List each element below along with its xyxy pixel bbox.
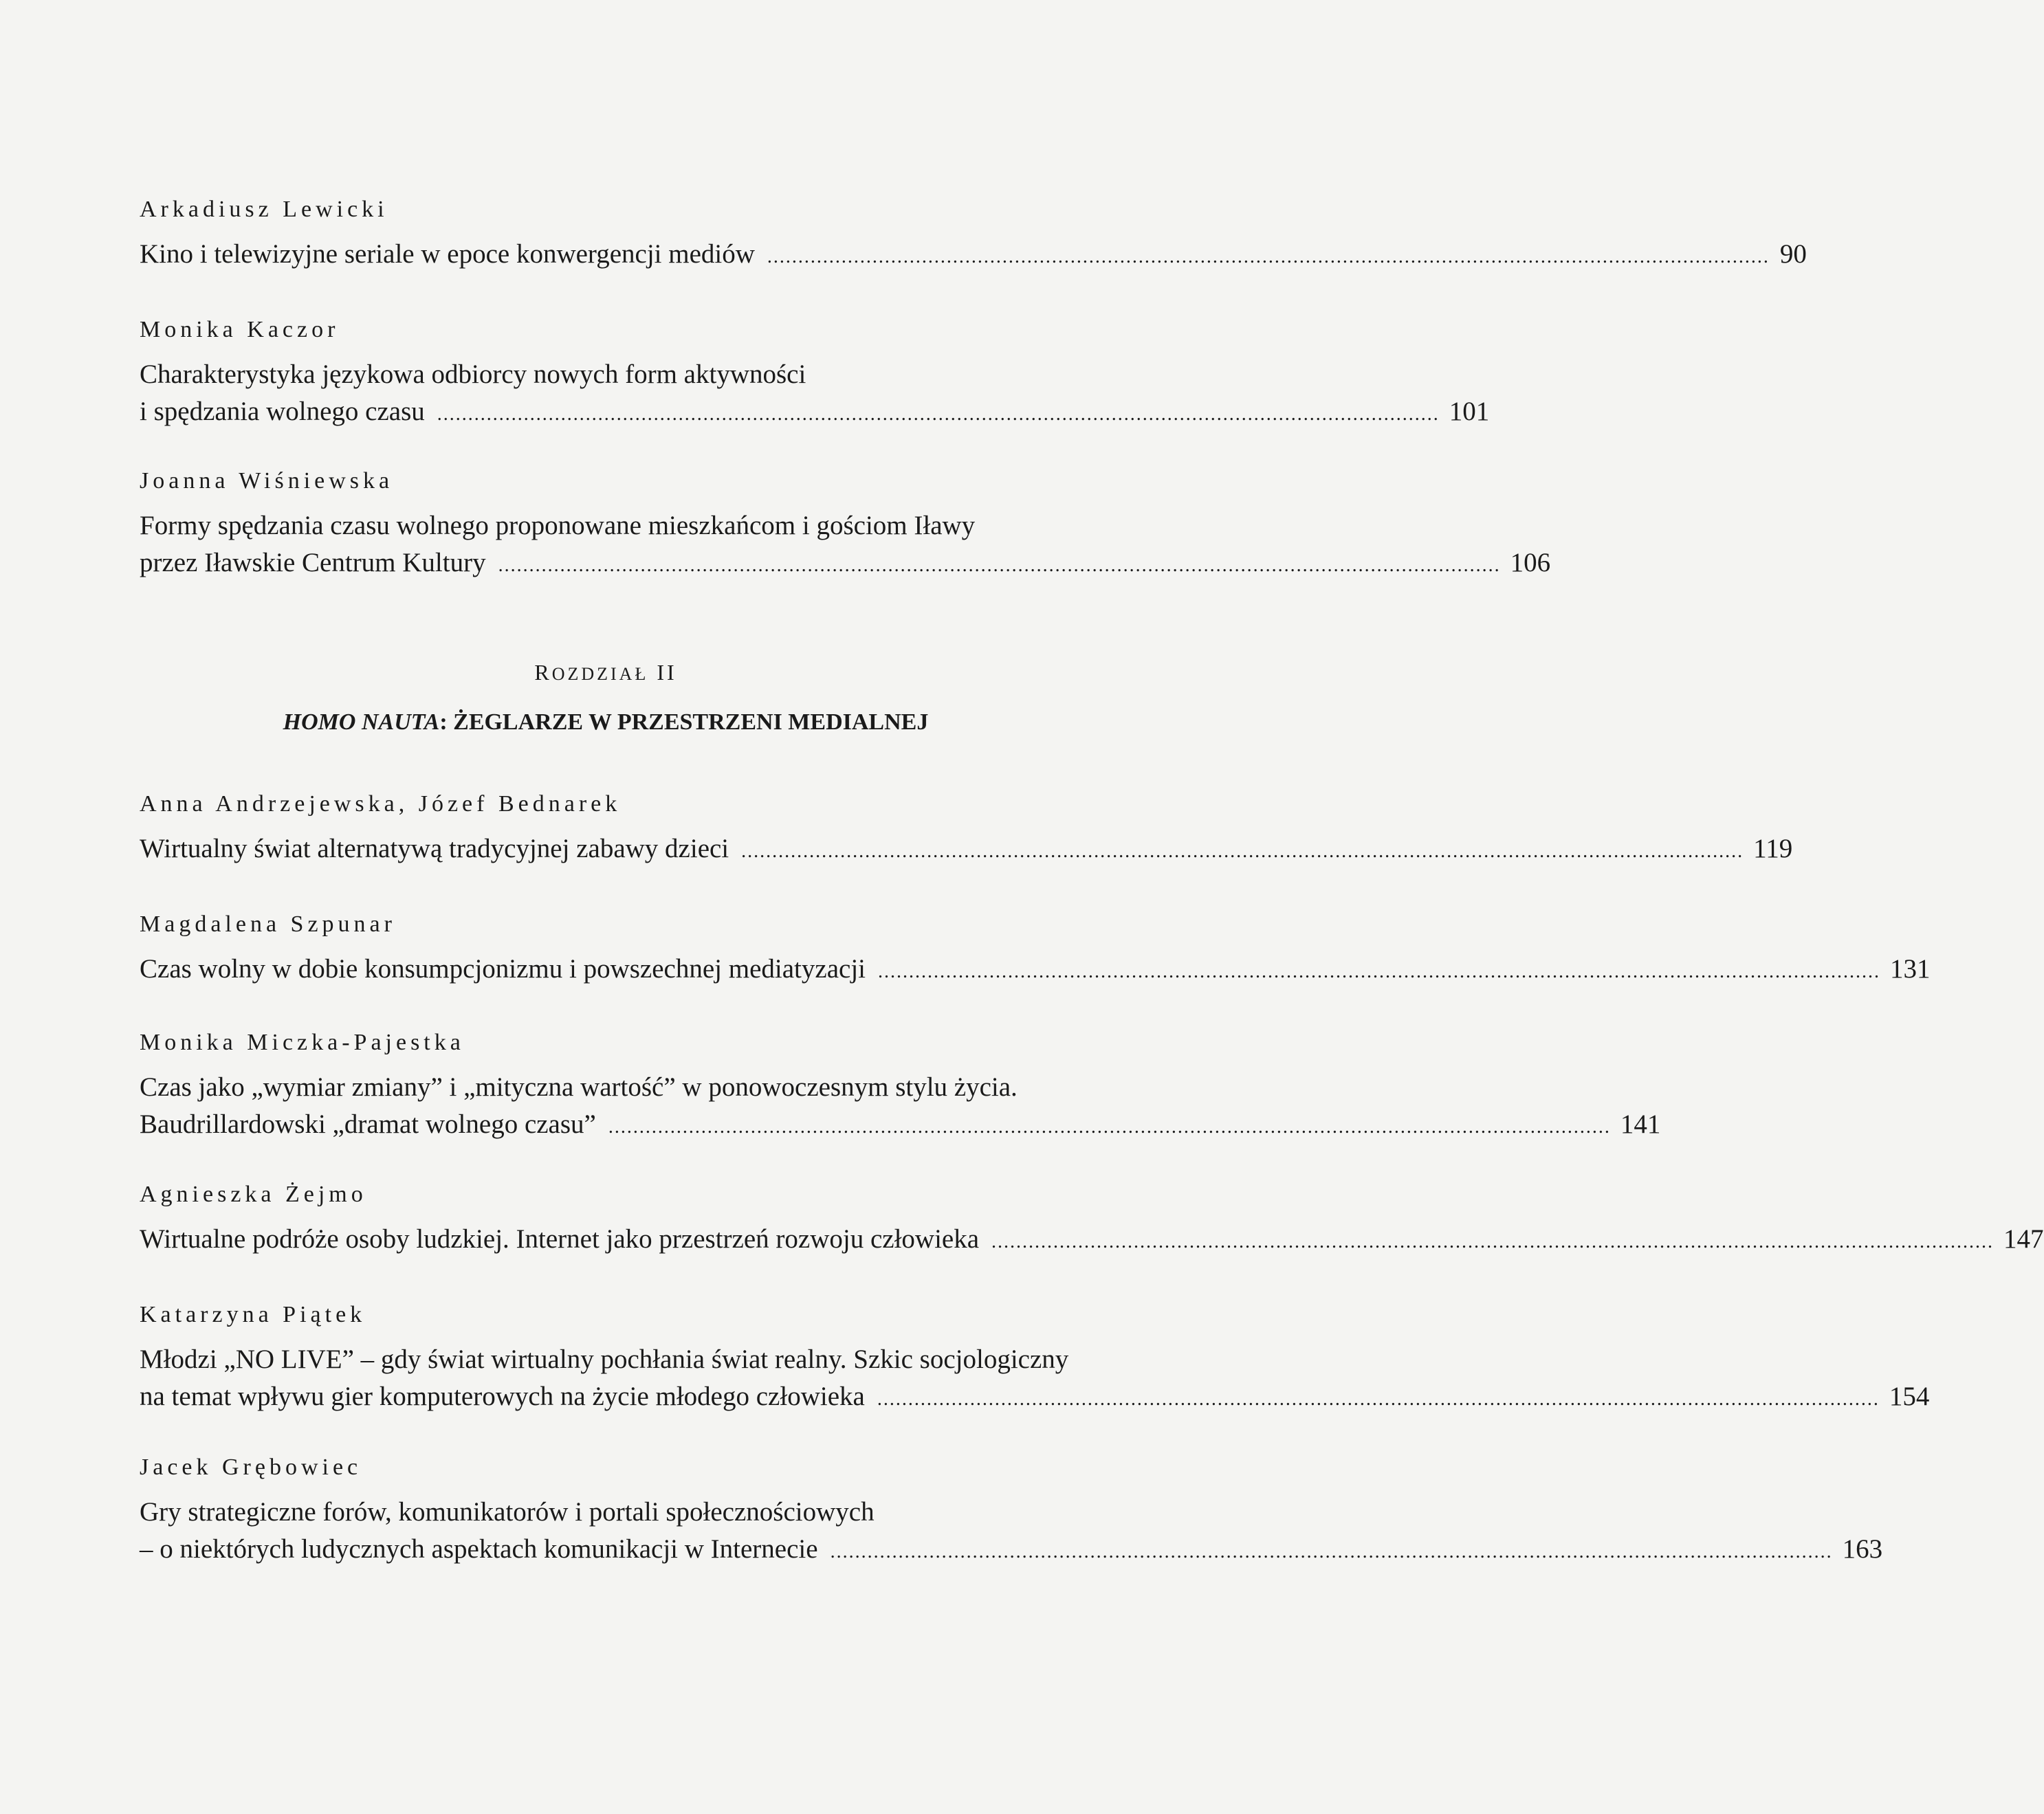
entry-title-line <box>140 544 1551 584</box>
chapter-title-rest: : ŻEGLARZE W PRZESTRZENI MEDIALNEJ <box>439 709 929 735</box>
entry-title-line <box>140 1221 2044 1261</box>
dot-leader: .................................................................................................................................................................. <box>878 961 1880 982</box>
entry-page-number: 119 <box>1753 834 1793 863</box>
toc-entry <box>140 467 1551 584</box>
entry-title-continued: – o niektórych ludycznych aspektach komunikacji w Internecie <box>140 1534 818 1564</box>
entry-author: Magdalena Szpunar <box>140 911 396 937</box>
entry-author: Arkadiusz Lewicki <box>140 197 388 222</box>
entry-title: Gry strategiczne forów, komunikatorów i portali społecznościowych <box>140 1497 875 1527</box>
toc-entry <box>140 911 1931 991</box>
entry-title-continued: Baudrillardowski „dramat wolnego czasu” <box>140 1109 596 1139</box>
entry-title-continued: przez Iławskie Centrum Kultury <box>140 548 486 577</box>
chapter-title-italic: HOMO NAUTA <box>283 709 440 735</box>
dot-leader: .................................................................................................................................................................. <box>830 1541 1833 1562</box>
entry-page-number: 141 <box>1620 1109 1661 1139</box>
entry-title-line <box>140 236 1807 276</box>
chapter-label-initial: R <box>534 660 552 685</box>
entry-page-number: 106 <box>1510 548 1551 577</box>
entry-title-line <box>140 830 1793 870</box>
entry-page-number: 131 <box>1890 954 1931 984</box>
dot-leader: .................................................................................................................................................................. <box>498 555 1501 576</box>
entry-author: Anna Andrzejewska, Józef Bednarek <box>140 791 622 817</box>
entry-page-number: 101 <box>1449 397 1490 426</box>
toc-entry <box>140 1181 2044 1261</box>
entry-title: Młodzi „NO LIVE” – gdy świat wirtualny pochłania świat realny. Szkic socjologiczny <box>140 1345 1069 1374</box>
chapter-number: II <box>657 660 677 685</box>
dot-leader: .................................................................................................................................................................. <box>991 1231 1994 1252</box>
entry-page-number: 147 <box>2003 1224 2044 1254</box>
entry-title-continued: na temat wpływu gier komputerowych na życie młodego człowieka <box>140 1382 865 1411</box>
entry-author: Monika Miczka-Pajestka <box>140 1030 465 1055</box>
dot-leader: .................................................................................................................................................................. <box>741 841 1744 862</box>
entry-page-number: 163 <box>1842 1534 1883 1564</box>
entry-title-line <box>140 1378 1930 1418</box>
toc-entry <box>140 1301 1930 1418</box>
toc-entry <box>140 1454 1883 1571</box>
toc-entry <box>140 316 1490 433</box>
entry-author: Monika Kaczor <box>140 317 340 342</box>
entry-title: Charakterystyka językowa odbiorcy nowych form aktywności <box>140 360 806 389</box>
entry-page-number: 154 <box>1889 1382 1930 1411</box>
entry-title-line <box>140 1106 1661 1146</box>
entry-title-line <box>140 951 1931 991</box>
entry-title: Wirtualne podróże osoby ludzkiej. Internet jako przestrzeń rozwoju człowieka <box>140 1224 980 1254</box>
chapter-label <box>0 660 1211 685</box>
entry-title: Kino i telewizyjne seriale w epoce konwergencji mediów <box>140 239 755 269</box>
entry-author: Agnieszka Żejmo <box>140 1182 367 1207</box>
entry-author: Katarzyna Piątek <box>140 1302 366 1327</box>
entry-title: Czas jako „wymiar zmiany” i „mityczna wartość” w ponowoczesnym stylu życia. <box>140 1072 1018 1102</box>
chapter-title <box>0 709 1211 735</box>
toc-entry <box>140 1029 1661 1146</box>
entry-title-line <box>140 393 1490 433</box>
entry-title: Formy spędzania czasu wolnego proponowane mieszkańcom i gościom Iławy <box>140 511 976 540</box>
dot-leader: .................................................................................................................................................................. <box>608 1116 1611 1138</box>
entry-title-continued: i spędzania wolnego czasu <box>140 397 425 426</box>
entry-title: Wirtualny świat alternatywą tradycyjnej zabawy dzieci <box>140 834 729 863</box>
entry-title: Czas wolny w dobie konsumpcjonizmu i powszechnej mediatyzacji <box>140 954 866 984</box>
toc-entry <box>140 790 1793 870</box>
chapter-label-word: OZDZIAŁ <box>551 664 649 684</box>
entry-author: Joanna Wiśniewska <box>140 468 394 494</box>
entry-author: Jacek Grębowiec <box>140 1454 362 1480</box>
dot-leader: .................................................................................................................................................................. <box>437 403 1440 425</box>
dot-leader: .................................................................................................................................................................. <box>767 246 1770 267</box>
toc-entry <box>140 196 1807 276</box>
dot-leader: .................................................................................................................................................................. <box>877 1389 1880 1410</box>
entry-title-line <box>140 1531 1883 1571</box>
entry-page-number: 90 <box>1779 239 1807 269</box>
